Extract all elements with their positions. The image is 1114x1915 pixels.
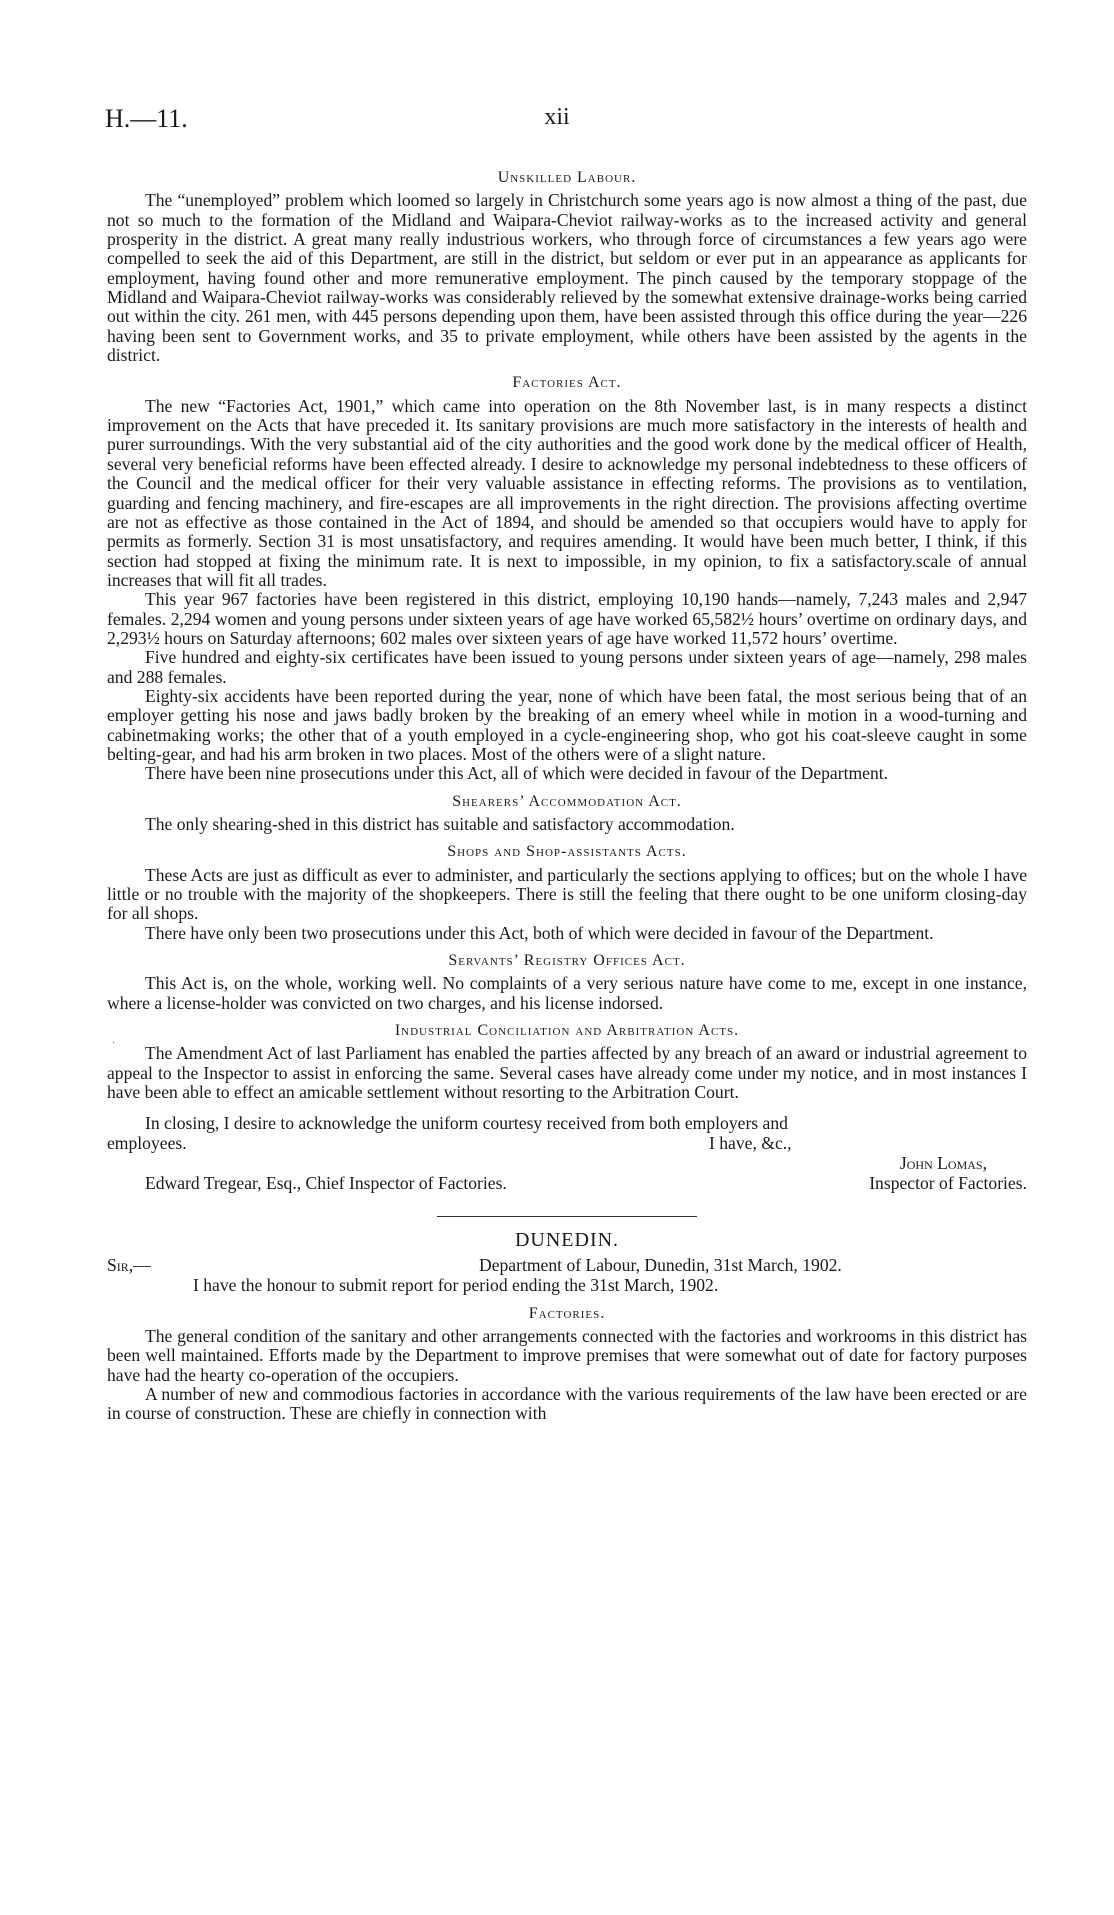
section-heading-unskilled-labour: Unskilled Labour. bbox=[497, 169, 637, 186]
paragraph: There have been nine prosecutions under this Act, all of which were decided in favour of the Department. bbox=[145, 763, 889, 784]
paragraph: These Acts are just as difficult as ever to administer, and particularly the sections applying to offices; but on the whole I have little or no trouble with the majority of the shopkeepers. There is still the feeling that there ought to be one uniform closing-day for all shops. bbox=[107, 864, 1027, 924]
addressee-row bbox=[107, 1174, 1027, 1194]
section-heading-shearers-accommodation: Shearers’ Accommodation Act. bbox=[452, 792, 682, 810]
salutation-row bbox=[107, 1256, 1027, 1276]
paragraph: There have only been two prosecutions under this Act, both of which were decided in favour of the Department. bbox=[145, 922, 934, 943]
closing-text: employees. bbox=[107, 1132, 187, 1153]
paragraph: This Act is, on the whole, working well. No complaints of a very serious nature have come to me, except in one instance, where a license-holder was convicted on two charges, and his license indorsed. bbox=[107, 973, 1027, 1013]
paragraph: The “unemployed” problem which loomed so largely in Christchurch some years ago is now almost a thing of the past, due not so much to the formation of the Midland and Waipara-Cheviot railway-works as to the increased activity and general prosperity in the district. A great many really industrious workers, who through force of circumstances a few years ago were compelled to seek the aid of this Department, are still in the district, but seldom or ever put in an appearance as applicants for employment, having found other and more remunerative employment. The pinch caused by the temporary stoppage of the Midland and Waipara-Cheviot railway-works was considerably relieved by the somewhat extensive drainage-works being carried out within the city. 261 men, with 445 persons depending upon them, have been assisted through this office during the year—226 having been sent to Government works, and 35 to private employment, while others have been assisted by the agents in the district. bbox=[107, 190, 1027, 366]
signer-name: John Lomas, bbox=[899, 1152, 987, 1173]
margin-dot: · bbox=[112, 1038, 116, 1049]
section-divider bbox=[437, 1216, 697, 1217]
paragraph: Five hundred and eighty-six certificates have been issued to young persons under sixteen years of age—namely, 298 males and 288 females. bbox=[107, 647, 1027, 687]
section-heading-servants-registry: Servants’ Registry Offices Act. bbox=[448, 952, 686, 970]
report-body bbox=[107, 160, 1027, 1424]
paragraph: The general condition of the sanitary and other arrangements connected with the factories and workrooms in this district has been well maintained. Efforts made by the Department to improve premises that were somewhat out of date for factory purposes have had the hearty co-operation of the occupiers. bbox=[107, 1325, 1027, 1385]
closing-line bbox=[107, 1134, 1027, 1154]
section-heading-shops-acts: Shops and Shop-assistants Acts. bbox=[447, 843, 687, 861]
page-number: xii bbox=[544, 104, 570, 130]
page-header bbox=[105, 104, 1009, 138]
intro-line: I have the honour to submit report for period ending the 31st March, 1902. bbox=[193, 1275, 719, 1296]
paragraph: A number of new and commodious factories in accordance with the various requirements of the law have been erected or are in course of construction. These are chiefly in connection with bbox=[107, 1383, 1027, 1424]
section-heading-factories-act: Factories Act. bbox=[512, 374, 622, 392]
page-reference: H.—11. bbox=[105, 104, 188, 133]
signer-title: Inspector of Factories. bbox=[869, 1172, 1027, 1193]
paragraph: The Amendment Act of last Parliament has enabled the parties affected by any breach of an award or industrial agreement to appeal to the Inspector to assist in enforcing the same. Several cases have already come under my notice, and in most instances I have been able to effect an amicable settlement without resorting to the Arbitration Court. bbox=[107, 1043, 1027, 1103]
section-heading-industrial-conciliation: Industrial Conciliation and Arbitration Acts. bbox=[394, 1022, 740, 1040]
city-heading: DUNEDIN. bbox=[514, 1228, 620, 1251]
sign-off: I have, &c., bbox=[709, 1132, 792, 1153]
signer-row bbox=[107, 1154, 1027, 1174]
paragraph: This year 967 factories have been registered in this district, employing 10,190 hands—namely, 7,243 males and 2,947 females. 2,294 women and young persons under sixteen years of age have worked 65,582½ hours’ overtime on ordinary days, and 2,293½ hours on Saturday afternoons; 602 males over sixteen years of age have worked 11,572 hours’ overtime. bbox=[107, 589, 1027, 648]
closing-paragraph: In closing, I desire to acknowledge the uniform courtesy received from both employers and bbox=[145, 1113, 788, 1134]
addressee: Edward Tregear, Esq., Chief Inspector of Factories. bbox=[145, 1172, 507, 1193]
paragraph: The only shearing-shed in this district has suitable and satisfactory accommodation. bbox=[145, 814, 735, 834]
salutation: Sir,— bbox=[107, 1255, 151, 1276]
dateline: Department of Labour, Dunedin, 31st March, 1902. bbox=[479, 1255, 842, 1276]
section-heading-factories: Factories. bbox=[528, 1304, 606, 1322]
paragraph: Eighty-six accidents have been reported during the year, none of which have been fatal, the most serious being that of an employer getting his nose and jaws badly broken by the breaking of an emery wheel while in motion in a wood-turning and cabinetmaking works; the other that of a youth employed in a cycle-engineering shop, who got his coat-sleeve caught in some belting-gear, and had his arm broken in two places. Most of the others were of a slight nature. bbox=[107, 685, 1027, 764]
paragraph: The new “Factories Act, 1901,” which came into operation on the 8th November last, is in many respects a distinct improvement on the Acts that have preceded it. Its sanitary provisions are much more satisfactory in the interests of health and purer surroundings. With the very substantial aid of the city authorities and the good work done by the medical officer of Health, several very beneficial reforms have been effected already. I desire to acknowledge my personal indebtedness to these officers of the Council and the medical officer for their very valuable assistance in effecting reforms. The provisions as to ventilation, guarding and fencing machinery, and fire-escapes are all improvements in the right direction. The provisions affecting overtime are not as effective as those contained in the Act of 1894, and should be amended so that occupiers would have to apply for permits as formerly. Section 31 is most unsatisfactory, and requires amending. It would have been much better, I think, if this section had stopped at fixing the minimum rate. It is next to impossible, in my opinion, to fix a satisfactory.scale of annual increases that will fit all trades. bbox=[107, 395, 1027, 590]
